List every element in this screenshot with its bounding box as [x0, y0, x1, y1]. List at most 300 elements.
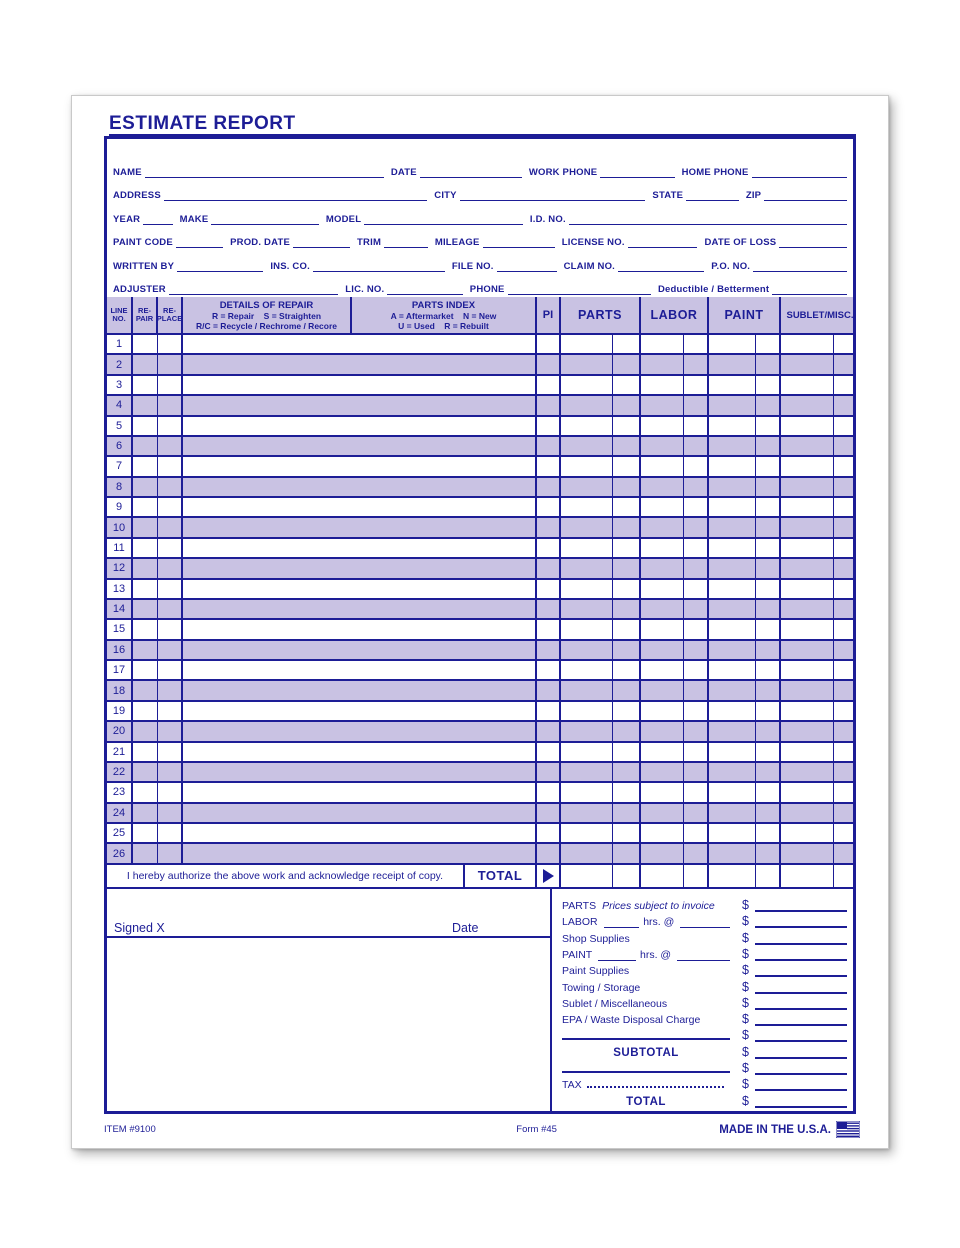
paint-dollars-cell[interactable] [709, 804, 756, 822]
sublet-dollars-cell[interactable] [781, 804, 834, 822]
sublet-cents-cell[interactable] [834, 498, 859, 516]
field-blank-line[interactable] [497, 260, 557, 272]
paint-cents-cell[interactable] [756, 457, 781, 475]
paint-cents-cell[interactable] [756, 417, 781, 435]
replace-checkbox-cell[interactable] [158, 824, 183, 842]
details-cell[interactable] [183, 641, 537, 659]
paint-cents-cell[interactable] [756, 376, 781, 394]
parts-cents-cell[interactable] [613, 600, 641, 618]
field-blank-line[interactable] [764, 189, 847, 201]
replace-checkbox-cell[interactable] [158, 722, 183, 740]
details-cell[interactable] [183, 580, 537, 598]
paint-dollars-cell[interactable] [709, 844, 756, 862]
parts-cents-cell[interactable] [613, 478, 641, 496]
sublet-dollars-cell[interactable] [781, 559, 834, 577]
paint-dollars-cell[interactable] [709, 743, 756, 761]
paint-dollars-cell[interactable] [709, 661, 756, 679]
details-cell[interactable] [183, 437, 537, 455]
total-sublet-cents-cell[interactable] [834, 865, 859, 887]
sublet-cents-cell[interactable] [834, 335, 859, 353]
sublet-dollars-cell[interactable] [781, 457, 834, 475]
total-sublet-dollars-cell[interactable] [781, 865, 834, 887]
paint-dollars-cell[interactable] [709, 783, 756, 801]
labor-dollars-cell[interactable] [641, 804, 684, 822]
labor-cents-cell[interactable] [684, 355, 709, 373]
field-blank-line[interactable] [753, 260, 847, 272]
paint-cents-cell[interactable] [756, 498, 781, 516]
total-parts-cents-cell[interactable] [613, 865, 641, 887]
replace-checkbox-cell[interactable] [158, 783, 183, 801]
field-blank-line[interactable] [628, 236, 698, 248]
field-blank-line[interactable] [420, 166, 522, 178]
rate-blank-line[interactable] [677, 950, 730, 961]
parts-dollars-cell[interactable] [561, 518, 613, 536]
paint-cents-cell[interactable] [756, 620, 781, 638]
parts-cents-cell[interactable] [613, 804, 641, 822]
labor-dollars-cell[interactable] [641, 600, 684, 618]
replace-checkbox-cell[interactable] [158, 743, 183, 761]
pi-cell[interactable] [537, 763, 561, 781]
parts-dollars-cell[interactable] [561, 620, 613, 638]
labor-dollars-cell[interactable] [641, 539, 684, 557]
sublet-dollars-cell[interactable] [781, 539, 834, 557]
repair-checkbox-cell[interactable] [133, 376, 158, 394]
parts-dollars-cell[interactable] [561, 722, 613, 740]
details-cell[interactable] [183, 702, 537, 720]
sublet-cents-cell[interactable] [834, 478, 859, 496]
field-blank-line[interactable] [143, 213, 172, 225]
details-cell[interactable] [183, 743, 537, 761]
replace-checkbox-cell[interactable] [158, 559, 183, 577]
parts-dollars-cell[interactable] [561, 376, 613, 394]
paint-cents-cell[interactable] [756, 824, 781, 842]
repair-checkbox-cell[interactable] [133, 396, 158, 414]
paint-cents-cell[interactable] [756, 743, 781, 761]
repair-checkbox-cell[interactable] [133, 681, 158, 699]
labor-cents-cell[interactable] [684, 783, 709, 801]
repair-checkbox-cell[interactable] [133, 478, 158, 496]
details-cell[interactable] [183, 518, 537, 536]
parts-dollars-cell[interactable] [561, 457, 613, 475]
repair-checkbox-cell[interactable] [133, 580, 158, 598]
amount-blank-line[interactable] [755, 982, 847, 994]
details-cell[interactable] [183, 681, 537, 699]
parts-dollars-cell[interactable] [561, 539, 613, 557]
parts-cents-cell[interactable] [613, 335, 641, 353]
repair-checkbox-cell[interactable] [133, 722, 158, 740]
parts-cents-cell[interactable] [613, 620, 641, 638]
sublet-cents-cell[interactable] [834, 396, 859, 414]
paint-cents-cell[interactable] [756, 641, 781, 659]
sublet-cents-cell[interactable] [834, 681, 859, 699]
field-blank-line[interactable] [618, 260, 704, 272]
replace-checkbox-cell[interactable] [158, 478, 183, 496]
pi-cell[interactable] [537, 824, 561, 842]
pi-cell[interactable] [537, 844, 561, 862]
labor-cents-cell[interactable] [684, 824, 709, 842]
parts-dollars-cell[interactable] [561, 600, 613, 618]
labor-dollars-cell[interactable] [641, 702, 684, 720]
parts-dollars-cell[interactable] [561, 335, 613, 353]
field-blank-line[interactable] [772, 283, 847, 295]
parts-cents-cell[interactable] [613, 498, 641, 516]
paint-cents-cell[interactable] [756, 804, 781, 822]
field-blank-line[interactable] [177, 260, 263, 272]
pi-cell[interactable] [537, 620, 561, 638]
replace-checkbox-cell[interactable] [158, 396, 183, 414]
sublet-dollars-cell[interactable] [781, 641, 834, 659]
paint-dollars-cell[interactable] [709, 518, 756, 536]
details-cell[interactable] [183, 804, 537, 822]
sublet-cents-cell[interactable] [834, 763, 859, 781]
field-blank-line[interactable] [779, 236, 847, 248]
labor-dollars-cell[interactable] [641, 518, 684, 536]
parts-dollars-cell[interactable] [561, 844, 613, 862]
labor-cents-cell[interactable] [684, 804, 709, 822]
pi-cell[interactable] [537, 457, 561, 475]
replace-checkbox-cell[interactable] [158, 437, 183, 455]
amount-blank-line[interactable] [755, 1030, 847, 1042]
details-cell[interactable] [183, 763, 537, 781]
parts-cents-cell[interactable] [613, 681, 641, 699]
repair-checkbox-cell[interactable] [133, 804, 158, 822]
details-cell[interactable] [183, 417, 537, 435]
replace-checkbox-cell[interactable] [158, 355, 183, 373]
sublet-dollars-cell[interactable] [781, 437, 834, 455]
labor-cents-cell[interactable] [684, 763, 709, 781]
labor-cents-cell[interactable] [684, 335, 709, 353]
paint-dollars-cell[interactable] [709, 763, 756, 781]
sublet-dollars-cell[interactable] [781, 844, 834, 862]
pi-cell[interactable] [537, 396, 561, 414]
repair-checkbox-cell[interactable] [133, 600, 158, 618]
labor-dollars-cell[interactable] [641, 396, 684, 414]
replace-checkbox-cell[interactable] [158, 804, 183, 822]
labor-dollars-cell[interactable] [641, 681, 684, 699]
parts-dollars-cell[interactable] [561, 783, 613, 801]
paint-dollars-cell[interactable] [709, 559, 756, 577]
sublet-dollars-cell[interactable] [781, 743, 834, 761]
replace-checkbox-cell[interactable] [158, 763, 183, 781]
sublet-dollars-cell[interactable] [781, 498, 834, 516]
pi-cell[interactable] [537, 518, 561, 536]
field-blank-line[interactable] [460, 189, 646, 201]
labor-dollars-cell[interactable] [641, 844, 684, 862]
pi-cell[interactable] [537, 355, 561, 373]
sublet-cents-cell[interactable] [834, 518, 859, 536]
details-cell[interactable] [183, 539, 537, 557]
paint-cents-cell[interactable] [756, 437, 781, 455]
sublet-dollars-cell[interactable] [781, 417, 834, 435]
paint-dollars-cell[interactable] [709, 335, 756, 353]
parts-cents-cell[interactable] [613, 580, 641, 598]
paint-cents-cell[interactable] [756, 559, 781, 577]
labor-cents-cell[interactable] [684, 844, 709, 862]
labor-cents-cell[interactable] [684, 498, 709, 516]
parts-cents-cell[interactable] [613, 376, 641, 394]
parts-dollars-cell[interactable] [561, 498, 613, 516]
parts-cents-cell[interactable] [613, 518, 641, 536]
replace-checkbox-cell[interactable] [158, 335, 183, 353]
paint-cents-cell[interactable] [756, 518, 781, 536]
sublet-dollars-cell[interactable] [781, 620, 834, 638]
parts-cents-cell[interactable] [613, 743, 641, 761]
details-cell[interactable] [183, 600, 537, 618]
sublet-dollars-cell[interactable] [781, 600, 834, 618]
labor-dollars-cell[interactable] [641, 763, 684, 781]
paint-cents-cell[interactable] [756, 702, 781, 720]
labor-dollars-cell[interactable] [641, 355, 684, 373]
field-blank-line[interactable] [384, 236, 428, 248]
labor-cents-cell[interactable] [684, 376, 709, 394]
parts-cents-cell[interactable] [613, 722, 641, 740]
labor-cents-cell[interactable] [684, 702, 709, 720]
labor-cents-cell[interactable] [684, 478, 709, 496]
parts-cents-cell[interactable] [613, 559, 641, 577]
repair-checkbox-cell[interactable] [133, 844, 158, 862]
pi-cell[interactable] [537, 559, 561, 577]
labor-cents-cell[interactable] [684, 437, 709, 455]
parts-cents-cell[interactable] [613, 702, 641, 720]
labor-dollars-cell[interactable] [641, 743, 684, 761]
paint-dollars-cell[interactable] [709, 641, 756, 659]
pi-cell[interactable] [537, 417, 561, 435]
sublet-cents-cell[interactable] [834, 824, 859, 842]
pi-cell[interactable] [537, 722, 561, 740]
parts-dollars-cell[interactable] [561, 417, 613, 435]
replace-checkbox-cell[interactable] [158, 661, 183, 679]
amount-blank-line[interactable] [755, 916, 847, 928]
amount-blank-line[interactable] [755, 900, 847, 912]
labor-cents-cell[interactable] [684, 722, 709, 740]
sublet-cents-cell[interactable] [834, 620, 859, 638]
parts-dollars-cell[interactable] [561, 478, 613, 496]
pi-cell[interactable] [537, 743, 561, 761]
details-cell[interactable] [183, 335, 537, 353]
parts-cents-cell[interactable] [613, 396, 641, 414]
labor-dollars-cell[interactable] [641, 376, 684, 394]
parts-cents-cell[interactable] [613, 539, 641, 557]
pi-cell[interactable] [537, 600, 561, 618]
hours-blank-line[interactable] [604, 917, 640, 928]
paint-dollars-cell[interactable] [709, 417, 756, 435]
replace-checkbox-cell[interactable] [158, 641, 183, 659]
total-paint-dollars-cell[interactable] [709, 865, 756, 887]
labor-cents-cell[interactable] [684, 457, 709, 475]
parts-cents-cell[interactable] [613, 457, 641, 475]
paint-cents-cell[interactable] [756, 661, 781, 679]
sublet-dollars-cell[interactable] [781, 763, 834, 781]
paint-cents-cell[interactable] [756, 844, 781, 862]
replace-checkbox-cell[interactable] [158, 844, 183, 862]
sublet-cents-cell[interactable] [834, 783, 859, 801]
amount-blank-line[interactable] [755, 1063, 847, 1075]
repair-checkbox-cell[interactable] [133, 437, 158, 455]
parts-dollars-cell[interactable] [561, 763, 613, 781]
field-blank-line[interactable] [569, 213, 847, 225]
paint-dollars-cell[interactable] [709, 824, 756, 842]
details-cell[interactable] [183, 844, 537, 862]
field-blank-line[interactable] [211, 213, 319, 225]
paint-dollars-cell[interactable] [709, 539, 756, 557]
field-blank-line[interactable] [508, 283, 651, 295]
labor-cents-cell[interactable] [684, 396, 709, 414]
field-blank-line[interactable] [164, 189, 427, 201]
parts-cents-cell[interactable] [613, 844, 641, 862]
paint-cents-cell[interactable] [756, 478, 781, 496]
repair-checkbox-cell[interactable] [133, 702, 158, 720]
sublet-cents-cell[interactable] [834, 457, 859, 475]
sublet-cents-cell[interactable] [834, 600, 859, 618]
details-cell[interactable] [183, 457, 537, 475]
repair-checkbox-cell[interactable] [133, 518, 158, 536]
paint-dollars-cell[interactable] [709, 376, 756, 394]
labor-dollars-cell[interactable] [641, 661, 684, 679]
paint-cents-cell[interactable] [756, 539, 781, 557]
pi-cell[interactable] [537, 498, 561, 516]
replace-checkbox-cell[interactable] [158, 498, 183, 516]
sublet-dollars-cell[interactable] [781, 681, 834, 699]
repair-checkbox-cell[interactable] [133, 539, 158, 557]
replace-checkbox-cell[interactable] [158, 457, 183, 475]
parts-cents-cell[interactable] [613, 641, 641, 659]
parts-cents-cell[interactable] [613, 417, 641, 435]
labor-dollars-cell[interactable] [641, 457, 684, 475]
repair-checkbox-cell[interactable] [133, 335, 158, 353]
repair-checkbox-cell[interactable] [133, 457, 158, 475]
notes-blank-area[interactable] [107, 938, 550, 1114]
parts-dollars-cell[interactable] [561, 804, 613, 822]
parts-dollars-cell[interactable] [561, 702, 613, 720]
repair-checkbox-cell[interactable] [133, 763, 158, 781]
sublet-cents-cell[interactable] [834, 743, 859, 761]
paint-dollars-cell[interactable] [709, 580, 756, 598]
labor-dollars-cell[interactable] [641, 783, 684, 801]
pi-cell[interactable] [537, 335, 561, 353]
parts-cents-cell[interactable] [613, 824, 641, 842]
field-blank-line[interactable] [145, 166, 384, 178]
paint-dollars-cell[interactable] [709, 498, 756, 516]
paint-cents-cell[interactable] [756, 763, 781, 781]
paint-dollars-cell[interactable] [709, 681, 756, 699]
details-cell[interactable] [183, 498, 537, 516]
paint-dollars-cell[interactable] [709, 702, 756, 720]
amount-blank-line[interactable] [755, 998, 847, 1010]
repair-checkbox-cell[interactable] [133, 559, 158, 577]
repair-checkbox-cell[interactable] [133, 661, 158, 679]
sublet-cents-cell[interactable] [834, 580, 859, 598]
sublet-dollars-cell[interactable] [781, 783, 834, 801]
parts-cents-cell[interactable] [613, 437, 641, 455]
field-blank-line[interactable] [387, 283, 462, 295]
sublet-dollars-cell[interactable] [781, 661, 834, 679]
sublet-dollars-cell[interactable] [781, 396, 834, 414]
sublet-cents-cell[interactable] [834, 722, 859, 740]
paint-dollars-cell[interactable] [709, 478, 756, 496]
paint-dollars-cell[interactable] [709, 722, 756, 740]
sublet-dollars-cell[interactable] [781, 518, 834, 536]
details-cell[interactable] [183, 783, 537, 801]
field-blank-line[interactable] [752, 166, 848, 178]
labor-dollars-cell[interactable] [641, 641, 684, 659]
parts-dollars-cell[interactable] [561, 396, 613, 414]
details-cell[interactable] [183, 722, 537, 740]
replace-checkbox-cell[interactable] [158, 580, 183, 598]
sublet-dollars-cell[interactable] [781, 702, 834, 720]
sublet-cents-cell[interactable] [834, 844, 859, 862]
parts-dollars-cell[interactable] [561, 743, 613, 761]
pi-cell[interactable] [537, 376, 561, 394]
replace-checkbox-cell[interactable] [158, 539, 183, 557]
paint-cents-cell[interactable] [756, 335, 781, 353]
total-labor-dollars-cell[interactable] [641, 865, 684, 887]
parts-dollars-cell[interactable] [561, 824, 613, 842]
total-labor-cents-cell[interactable] [684, 865, 709, 887]
labor-cents-cell[interactable] [684, 743, 709, 761]
parts-cents-cell[interactable] [613, 661, 641, 679]
paint-dollars-cell[interactable] [709, 620, 756, 638]
labor-cents-cell[interactable] [684, 580, 709, 598]
sublet-cents-cell[interactable] [834, 376, 859, 394]
parts-dollars-cell[interactable] [561, 355, 613, 373]
pi-cell[interactable] [537, 478, 561, 496]
pi-cell[interactable] [537, 702, 561, 720]
labor-cents-cell[interactable] [684, 620, 709, 638]
pi-cell[interactable] [537, 580, 561, 598]
sublet-dollars-cell[interactable] [781, 580, 834, 598]
field-blank-line[interactable] [176, 236, 223, 248]
repair-checkbox-cell[interactable] [133, 498, 158, 516]
paint-cents-cell[interactable] [756, 396, 781, 414]
repair-checkbox-cell[interactable] [133, 783, 158, 801]
details-cell[interactable] [183, 396, 537, 414]
labor-cents-cell[interactable] [684, 559, 709, 577]
sublet-cents-cell[interactable] [834, 417, 859, 435]
amount-blank-line[interactable] [755, 949, 847, 961]
amount-blank-line[interactable] [755, 1014, 847, 1026]
labor-cents-cell[interactable] [684, 681, 709, 699]
details-cell[interactable] [183, 824, 537, 842]
amount-blank-line[interactable] [755, 933, 847, 945]
parts-dollars-cell[interactable] [561, 580, 613, 598]
field-blank-line[interactable] [169, 283, 338, 295]
replace-checkbox-cell[interactable] [158, 600, 183, 618]
replace-checkbox-cell[interactable] [158, 376, 183, 394]
sublet-cents-cell[interactable] [834, 702, 859, 720]
labor-dollars-cell[interactable] [641, 559, 684, 577]
sublet-dollars-cell[interactable] [781, 376, 834, 394]
sublet-dollars-cell[interactable] [781, 335, 834, 353]
parts-dollars-cell[interactable] [561, 437, 613, 455]
parts-cents-cell[interactable] [613, 763, 641, 781]
labor-dollars-cell[interactable] [641, 478, 684, 496]
paint-cents-cell[interactable] [756, 722, 781, 740]
pi-cell[interactable] [537, 539, 561, 557]
pi-cell[interactable] [537, 437, 561, 455]
field-blank-line[interactable] [293, 236, 350, 248]
details-cell[interactable] [183, 478, 537, 496]
replace-checkbox-cell[interactable] [158, 620, 183, 638]
pi-cell[interactable] [537, 783, 561, 801]
paint-dollars-cell[interactable] [709, 355, 756, 373]
replace-checkbox-cell[interactable] [158, 518, 183, 536]
repair-checkbox-cell[interactable] [133, 620, 158, 638]
field-blank-line[interactable] [600, 166, 674, 178]
amount-blank-line[interactable] [755, 1079, 847, 1091]
total-parts-dollars-cell[interactable] [561, 865, 613, 887]
parts-dollars-cell[interactable] [561, 559, 613, 577]
sublet-cents-cell[interactable] [834, 559, 859, 577]
